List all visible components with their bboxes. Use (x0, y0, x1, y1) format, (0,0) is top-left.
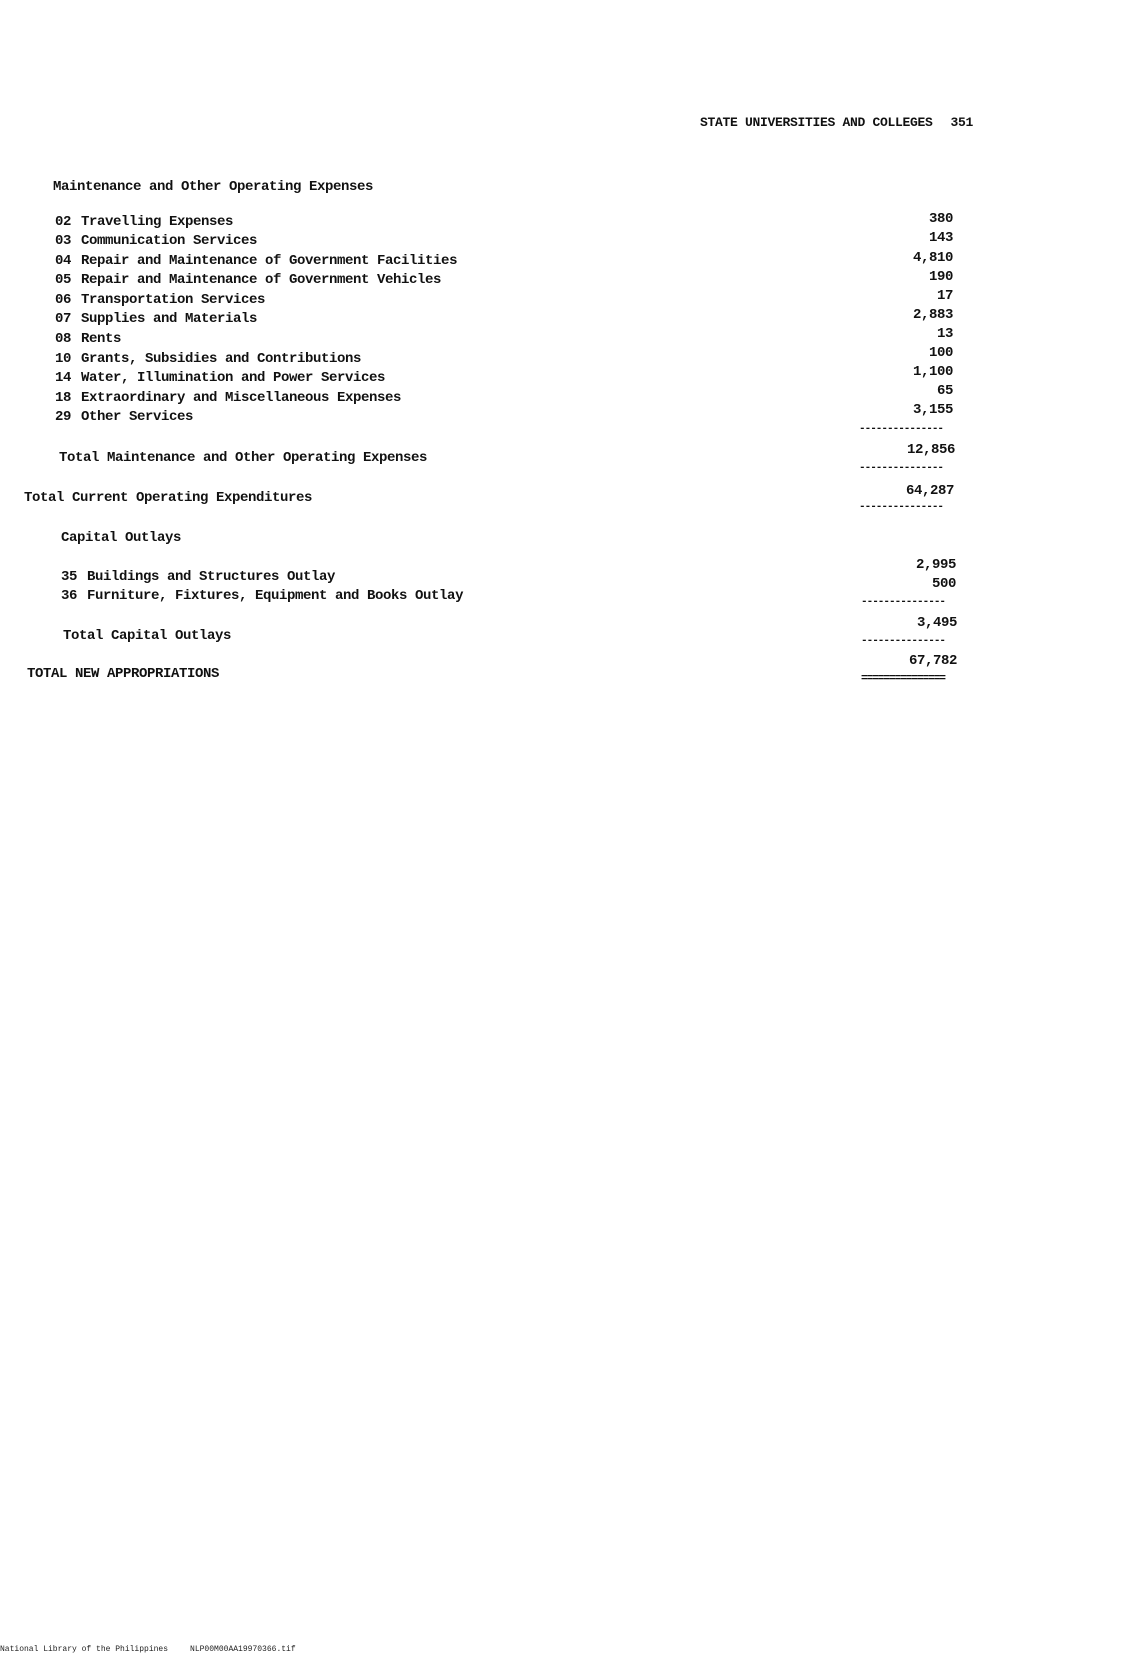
item-label: Communication Services (81, 233, 258, 249)
item-code: 05 (55, 272, 72, 288)
item-code: 04 (55, 253, 72, 269)
item-amount: 17 (936, 288, 953, 304)
single-rule: --------------- (859, 423, 944, 435)
single-rule: --------------- (861, 635, 946, 647)
item-amount: 13 (936, 326, 953, 342)
item-amount: 500 (931, 576, 956, 592)
item-code: 18 (55, 390, 72, 406)
item-label: Repair and Maintenance of Government Vehicles (81, 272, 442, 288)
item-code: 29 (55, 409, 72, 425)
mooe-item (55, 330, 121, 348)
mooe-item (55, 291, 265, 309)
mooe-heading: Maintenance and Other Operating Expenses (53, 179, 374, 195)
page-number: 351 (950, 115, 974, 130)
mooe-item (55, 350, 361, 368)
item-amount: 190 (928, 269, 953, 285)
mooe-item (55, 252, 457, 270)
item-amount: 1,100 (912, 364, 953, 380)
capital-heading: Capital Outlays (61, 530, 182, 546)
double-rule: =============== (861, 673, 946, 685)
item-label: Travelling Expenses (81, 214, 234, 230)
item-code: 03 (55, 233, 72, 249)
single-rule: --------------- (861, 596, 946, 608)
mooe-item (55, 232, 257, 250)
item-label: Other Services (81, 409, 194, 425)
item-label: Buildings and Structures Outlay (87, 569, 336, 585)
item-amount: 2,883 (912, 307, 953, 323)
item-code: 35 (61, 569, 78, 585)
capital-total-amount: 3,495 (916, 615, 957, 631)
scan-footer (0, 1645, 296, 1654)
item-code: 08 (55, 331, 72, 347)
item-code: 36 (61, 588, 78, 604)
item-label: Rents (81, 331, 122, 347)
current-operating-total-label: Total Current Operating Expenditures (24, 490, 313, 506)
mooe-item (55, 369, 385, 387)
mooe-item (55, 310, 257, 328)
item-label: Supplies and Materials (81, 311, 258, 327)
single-rule: --------------- (859, 501, 944, 513)
item-label: Repair and Maintenance of Government Facilities (81, 253, 458, 269)
mooe-item (55, 389, 401, 407)
item-code: 02 (55, 214, 72, 230)
single-rule: --------------- (859, 462, 944, 474)
mooe-item (55, 408, 193, 426)
item-amount: 380 (928, 211, 953, 227)
item-label: Extraordinary and Miscellaneous Expenses (81, 390, 402, 406)
grand-total-label: TOTAL NEW APPROPRIATIONS (27, 666, 220, 682)
item-amount: 3,155 (912, 402, 953, 418)
capital-item (61, 568, 335, 586)
mooe-total-label: Total Maintenance and Other Operating Expenses (59, 450, 428, 466)
item-code: 14 (55, 370, 72, 386)
item-amount: 143 (928, 230, 953, 246)
item-code: 10 (55, 351, 72, 367)
item-amount: 2,995 (915, 557, 956, 573)
item-amount: 100 (928, 345, 953, 361)
item-amount: 4,810 (912, 250, 953, 266)
item-label: Water, Illumination and Power Services (81, 370, 386, 386)
item-label: Transportation Services (81, 292, 266, 308)
capital-total-label: Total Capital Outlays (63, 628, 232, 644)
footer-file-id: NLP00M00AA19970366.tif (190, 1645, 296, 1654)
item-label: Furniture, Fixtures, Equipment and Books Outlay (87, 588, 464, 604)
running-title: STATE UNIVERSITIES AND COLLEGES (700, 115, 933, 130)
running-header (700, 115, 973, 130)
grand-total-amount: 67,782 (908, 653, 957, 669)
item-code: 07 (55, 311, 72, 327)
item-label: Grants, Subsidies and Contributions (81, 351, 362, 367)
footer-library: National Library of the Philippines (0, 1645, 169, 1654)
item-amount: 65 (936, 383, 953, 399)
mooe-item (55, 213, 233, 231)
mooe-item (55, 271, 441, 289)
item-code: 06 (55, 292, 72, 308)
mooe-total-amount: 12,856 (906, 442, 955, 458)
capital-item (61, 587, 463, 605)
current-operating-total-amount: 64,287 (905, 483, 954, 499)
